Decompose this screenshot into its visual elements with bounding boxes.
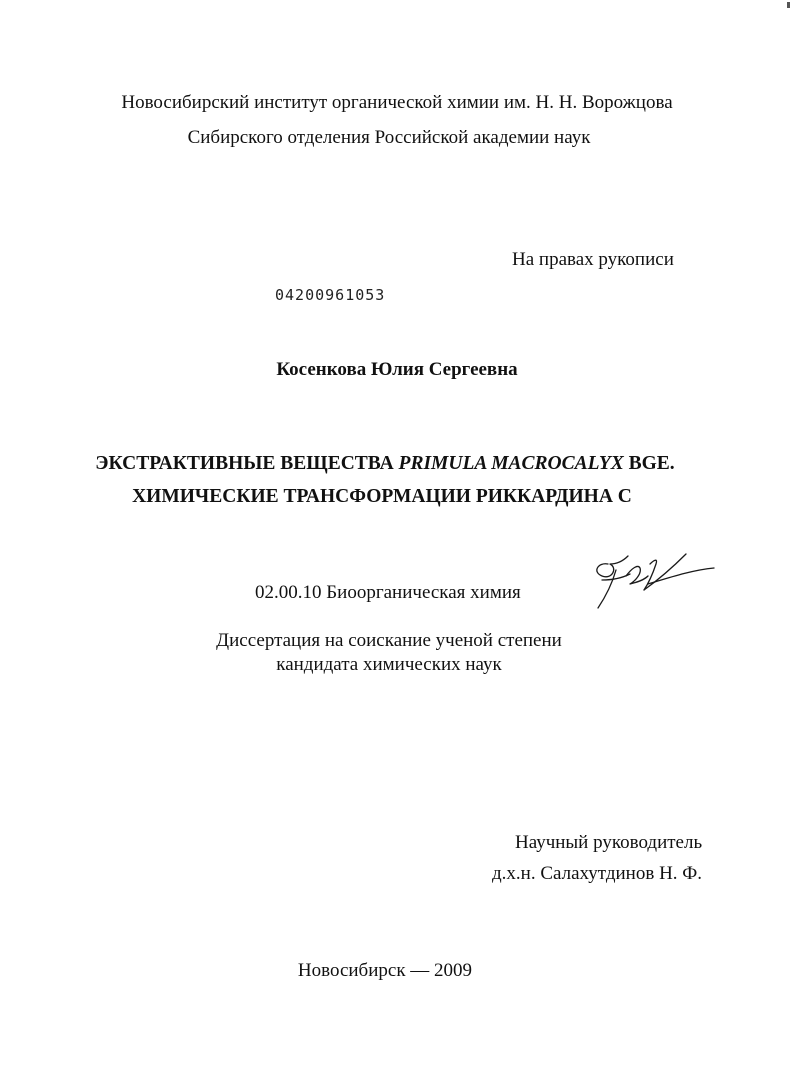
dissertation-type-line-2: кандидата химических наук: [276, 654, 502, 675]
dissertation-title-line-1: [0, 453, 782, 475]
manuscript-rights-note: На правах рукописи: [512, 249, 674, 270]
supervisor-role: Научный руководитель: [515, 832, 703, 853]
registration-number: 04200961053: [275, 286, 386, 304]
dissertation-title-line-2: ХИМИЧЕСКИЕ ТРАНСФОРМАЦИИ РИККАРДИНА С: [132, 486, 632, 507]
specialty-code: 02.00.10 Биоорганическая химия: [255, 582, 521, 603]
handwritten-signature: [588, 550, 718, 614]
institute-division: Сибирского отделения Российской академии наук: [187, 127, 591, 148]
institute-name: Новосибирский институт органической химии им. Н. Н. Ворожцова: [121, 92, 673, 113]
city-year: Новосибирск — 2009: [297, 960, 473, 981]
title-species-name: PRIMULA MACROCALYX: [398, 453, 624, 474]
scan-mark: [787, 2, 790, 8]
title-text-part-1: ЭКСТРАКТИВНЫЕ ВЕЩЕСТВА: [95, 453, 399, 474]
dissertation-type-line-1: Диссертация на соискание ученой степени: [216, 630, 562, 651]
title-text-part-2: BGE.: [623, 453, 675, 474]
supervisor-name: д.х.н. Салахутдинов Н. Ф.: [492, 863, 703, 884]
author-name: Косенкова Юлия Сергеевна: [276, 359, 518, 380]
